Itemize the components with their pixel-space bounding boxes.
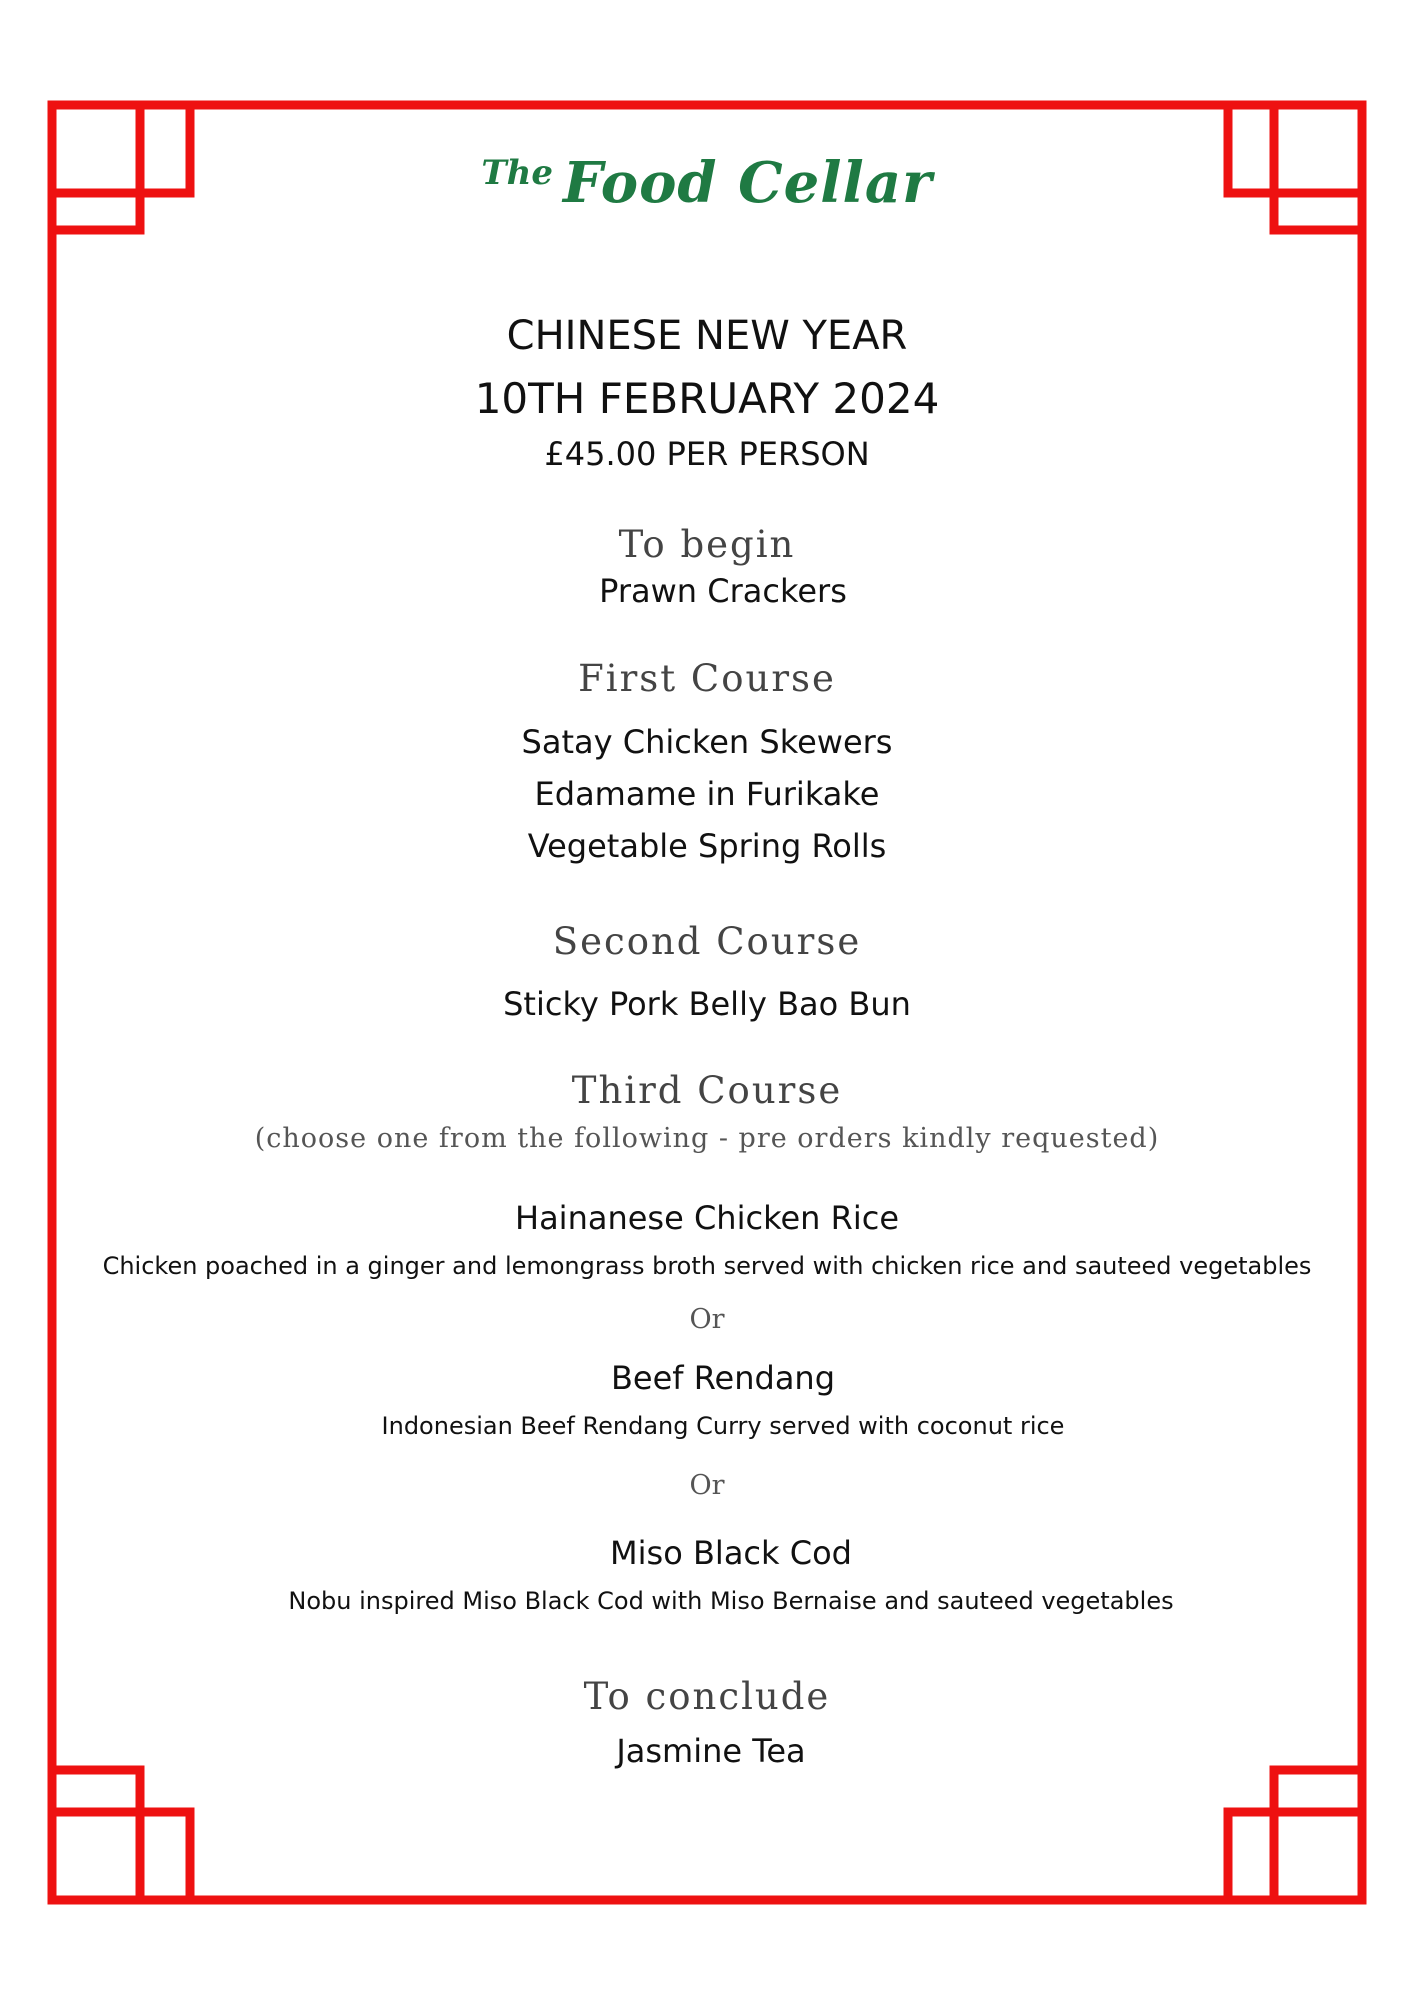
menu-option-name: Miso Black Cod bbox=[610, 1534, 852, 1572]
menu-item: Satay Chicken Skewers bbox=[521, 723, 893, 761]
event-title: CHINESE NEW YEAR bbox=[506, 313, 908, 359]
event-price: £45.00 PER PERSON bbox=[544, 435, 870, 473]
menu-item: Vegetable Spring Rolls bbox=[527, 827, 887, 865]
menu-option-name: Hainanese Chicken Rice bbox=[515, 1199, 899, 1237]
course-title-second: Second Course bbox=[552, 920, 862, 963]
event-date: 10TH FEBRUARY 2024 bbox=[474, 374, 940, 423]
course-title-first: First Course bbox=[578, 657, 836, 700]
course-title-to-begin: To begin bbox=[618, 523, 796, 566]
menu-option-name: Beef Rendang bbox=[610, 1359, 836, 1397]
brand-prefix: The bbox=[481, 153, 554, 193]
or-separator: Or bbox=[689, 1304, 725, 1335]
menu-item: Sticky Pork Belly Bao Bun bbox=[503, 985, 911, 1023]
menu-item: Jasmine Tea bbox=[616, 1732, 806, 1770]
menu-option-description: Indonesian Beef Rendang Curry served with coconut rice bbox=[381, 1412, 1065, 1440]
third-course-note: (choose one from the following - pre orders kindly requested) bbox=[254, 1123, 1160, 1154]
course-title-conclude: To conclude bbox=[583, 1675, 831, 1718]
menu-option-description: Chicken poached in a ginger and lemongrass broth served with chicken rice and sauteed vegetables bbox=[102, 1252, 1312, 1280]
menu-option-description: Nobu inspired Miso Black Cod with Miso Bernaise and sauteed vegetables bbox=[288, 1587, 1174, 1615]
menu-item: Edamame in Furikake bbox=[534, 775, 880, 813]
brand-logo bbox=[0, 150, 1414, 216]
course-title-third: Third Course bbox=[571, 1069, 843, 1112]
menu-item: Prawn Crackers bbox=[599, 572, 847, 610]
brand-name: Food Cellar bbox=[563, 150, 933, 216]
or-separator: Or bbox=[689, 1470, 725, 1501]
